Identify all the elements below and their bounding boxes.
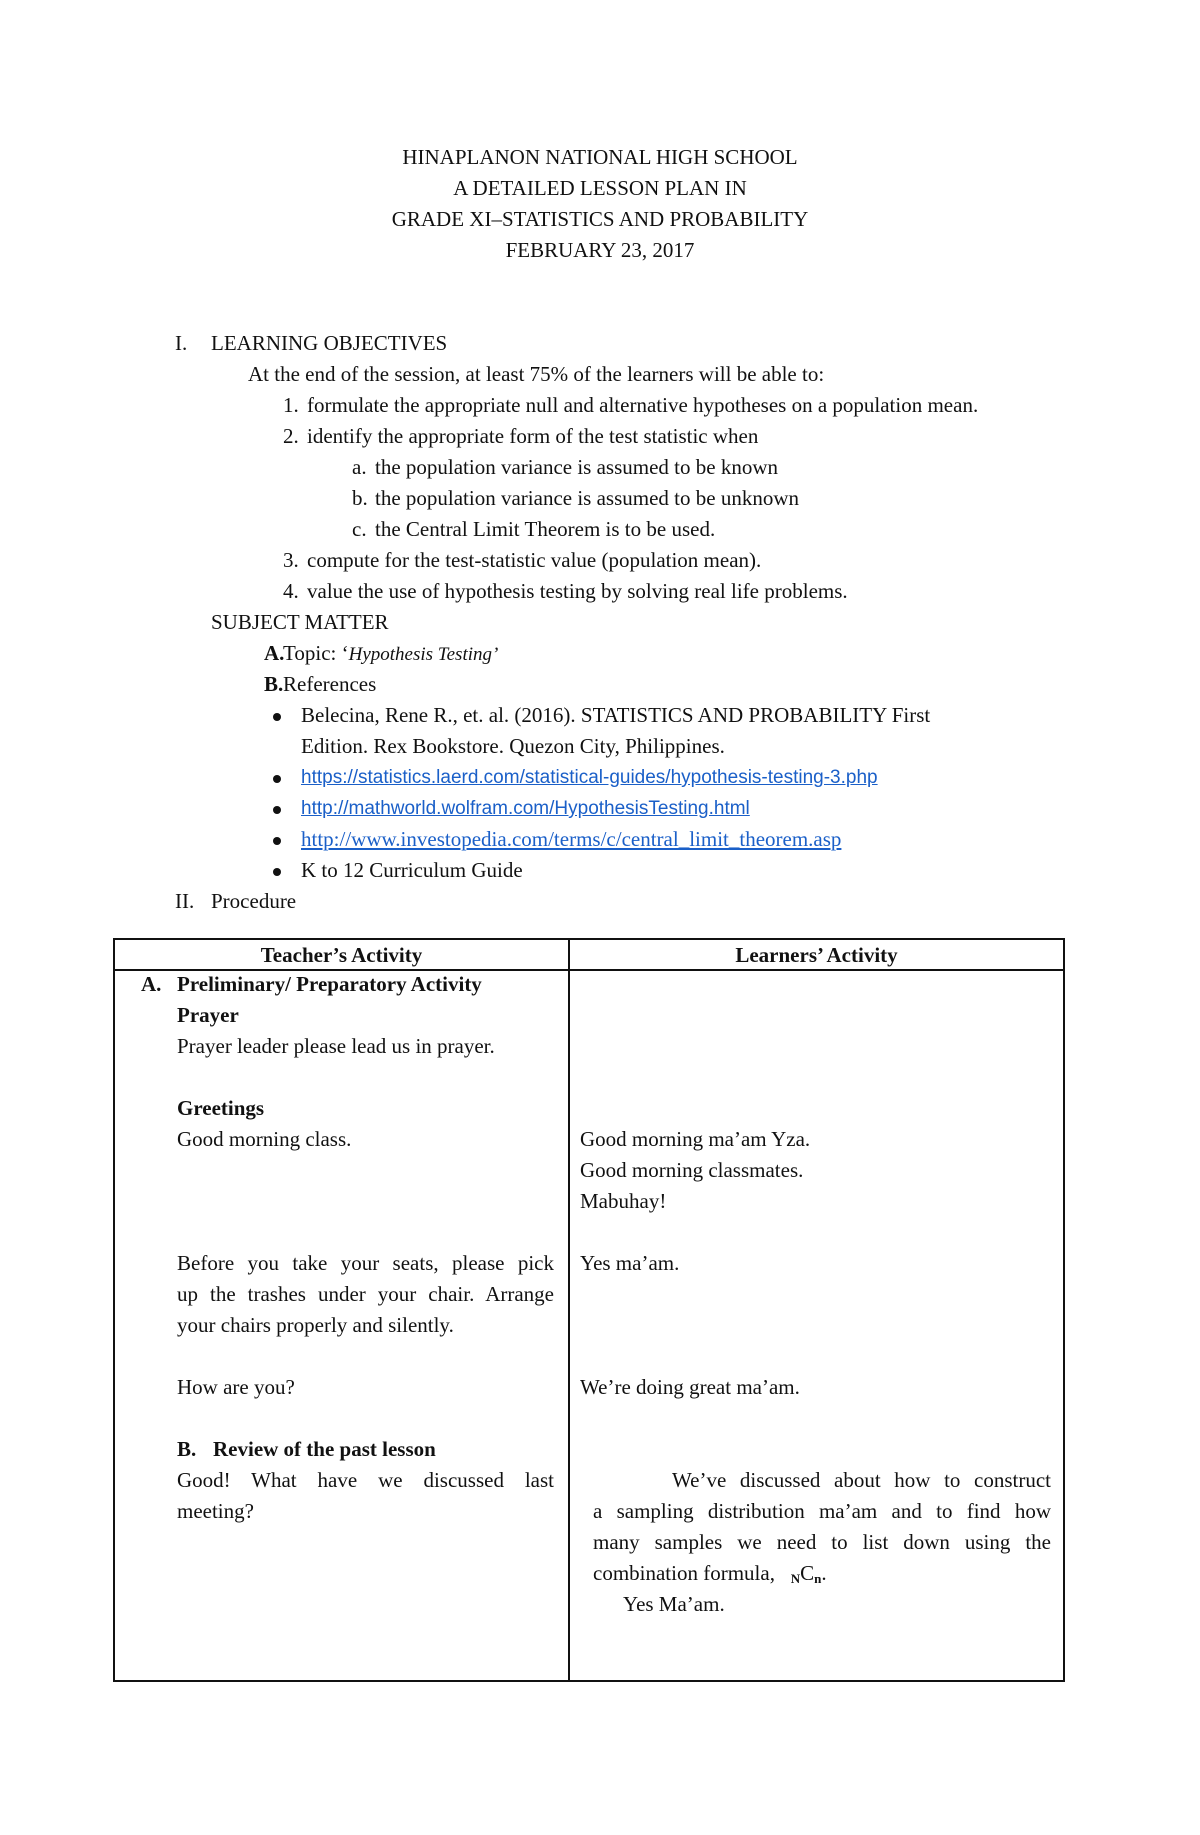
bullet-icon (273, 837, 281, 845)
objective-text: compute for the test-statistic value (population mean). (307, 548, 762, 572)
references-label: References (283, 672, 377, 696)
bullet-icon (273, 713, 281, 721)
review-reply-line: a sampling distribution ma’am and to find how (593, 1499, 1051, 1523)
final-reply: Yes Ma’am. (623, 1592, 725, 1616)
section-a-marker: A. (141, 972, 162, 996)
greeting-reply: Good morning ma’am Yza. (580, 1127, 811, 1151)
bullet-icon (273, 806, 281, 814)
section-number: I. (175, 331, 188, 355)
review-reply (593, 1465, 1051, 1589)
formula-subscript-n: N (790, 1571, 801, 1586)
plan-title: A DETAILED LESSON PLAN IN (453, 176, 747, 200)
greetings-text: Good morning class. (177, 1127, 352, 1151)
sub-objective-letter: b. (352, 486, 368, 510)
greeting-reply: Mabuhay! (580, 1189, 667, 1213)
section-title: LEARNING OBJECTIVES (211, 331, 448, 355)
bullet-icon (273, 775, 281, 783)
references-marker: B. (264, 672, 284, 696)
teacher-activity-header: Teacher’s Activity (260, 943, 423, 967)
review-reply-line (593, 1558, 1051, 1589)
greetings-title: Greetings (177, 1096, 265, 1120)
reference-book-line2: Edition. Rex Bookstore. Quezon City, Philippines. (301, 734, 725, 758)
review-reply-line: many samples we need to list down using the (593, 1530, 1051, 1554)
objective-text: value the use of hypothesis testing by solving real life problems. (307, 579, 848, 603)
lesson-date: FEBRUARY 23, 2017 (505, 238, 695, 262)
objective-number: 4. (283, 579, 299, 603)
sub-objective-letter: c. (352, 517, 367, 541)
reference-curriculum-guide: K to 12 Curriculum Guide (301, 858, 523, 882)
objective-number: 3. (283, 548, 299, 572)
seats-line: up the trashes under your chair. Arrange (177, 1282, 554, 1306)
sub-objective-text: the population variance is assumed to be known (375, 455, 778, 479)
topic-label: Topic: ‘ (283, 641, 349, 665)
section-a-title: Preliminary/ Preparatory Activity (177, 972, 482, 996)
procedure-table (113, 938, 1065, 1682)
objectives-intro: At the end of the session, at least 75% of the learners will be able to: (248, 362, 825, 386)
reference-link-wolfram[interactable]: http://mathworld.wolfram.com/HypothesisTesting.html (301, 798, 750, 819)
objective-text: identify the appropriate form of the test statistic when (307, 424, 759, 448)
review-question (177, 1465, 554, 1527)
prayer-text: Prayer leader please lead us in prayer. (177, 1034, 495, 1058)
column-divider (568, 940, 570, 1680)
objective-text: formulate the appropriate null and alternative hypotheses on a population mean. (307, 393, 979, 417)
procedure-title: Procedure (211, 889, 297, 913)
document-header (0, 142, 1200, 266)
greeting-reply: Good morning classmates. (580, 1158, 804, 1182)
grade-subject: GRADE XI–STATISTICS AND PROBABILITY (391, 207, 809, 231)
seats-instruction (177, 1248, 554, 1341)
reference-link-laerd[interactable]: https://statistics.laerd.com/statistical-guides/hypothesis-testing-3.php (301, 767, 878, 788)
section-b-marker: B. (177, 1437, 197, 1461)
seats-line: Before you take your seats, please pick (177, 1251, 554, 1275)
how-are-you-text: How are you? (177, 1375, 295, 1399)
formula-text: combination formula, (593, 1561, 775, 1585)
objective-number: 2. (283, 424, 299, 448)
section-number: II. (175, 889, 195, 913)
formula-c: C (800, 1561, 815, 1585)
review-line: Good! What have we discussed last (177, 1468, 554, 1492)
seats-reply: Yes ma’am. (580, 1251, 680, 1275)
seats-line: your chairs properly and silently. (177, 1313, 454, 1337)
reference-link-investopedia[interactable]: http://www.investopedia.com/terms/c/central_limit_theorem.asp (301, 827, 842, 851)
topic-value: Hypothesis Testing’ (348, 644, 499, 665)
topic-marker: A. (264, 641, 285, 665)
how-reply: We’re doing great ma’am. (580, 1375, 800, 1399)
subject-matter-title: SUBJECT MATTER (211, 610, 389, 634)
review-reply-line: We’ve discussed about how to construct (672, 1468, 1051, 1492)
learner-activity-header: Learners’ Activity (735, 943, 898, 967)
sub-objective-text: the Central Limit Theorem is to be used. (375, 517, 716, 541)
sub-objective-letter: a. (352, 455, 367, 479)
prayer-title: Prayer (177, 1003, 239, 1027)
formula-subscript-small-n: n (814, 1571, 822, 1586)
objective-number: 1. (283, 393, 299, 417)
review-line: meeting? (177, 1499, 254, 1523)
formula-end: . (821, 1561, 827, 1585)
topic-line (283, 638, 498, 670)
section-b-title: Review of the past lesson (213, 1437, 436, 1461)
bullet-icon (273, 868, 281, 876)
reference-book-line1: Belecina, Rene R., et. al. (2016). STATISTICS AND PROBABILITY First (301, 703, 931, 727)
sub-objective-text: the population variance is assumed to be unknown (375, 486, 799, 510)
school-name: HINAPLANON NATIONAL HIGH SCHOOL (402, 145, 798, 169)
